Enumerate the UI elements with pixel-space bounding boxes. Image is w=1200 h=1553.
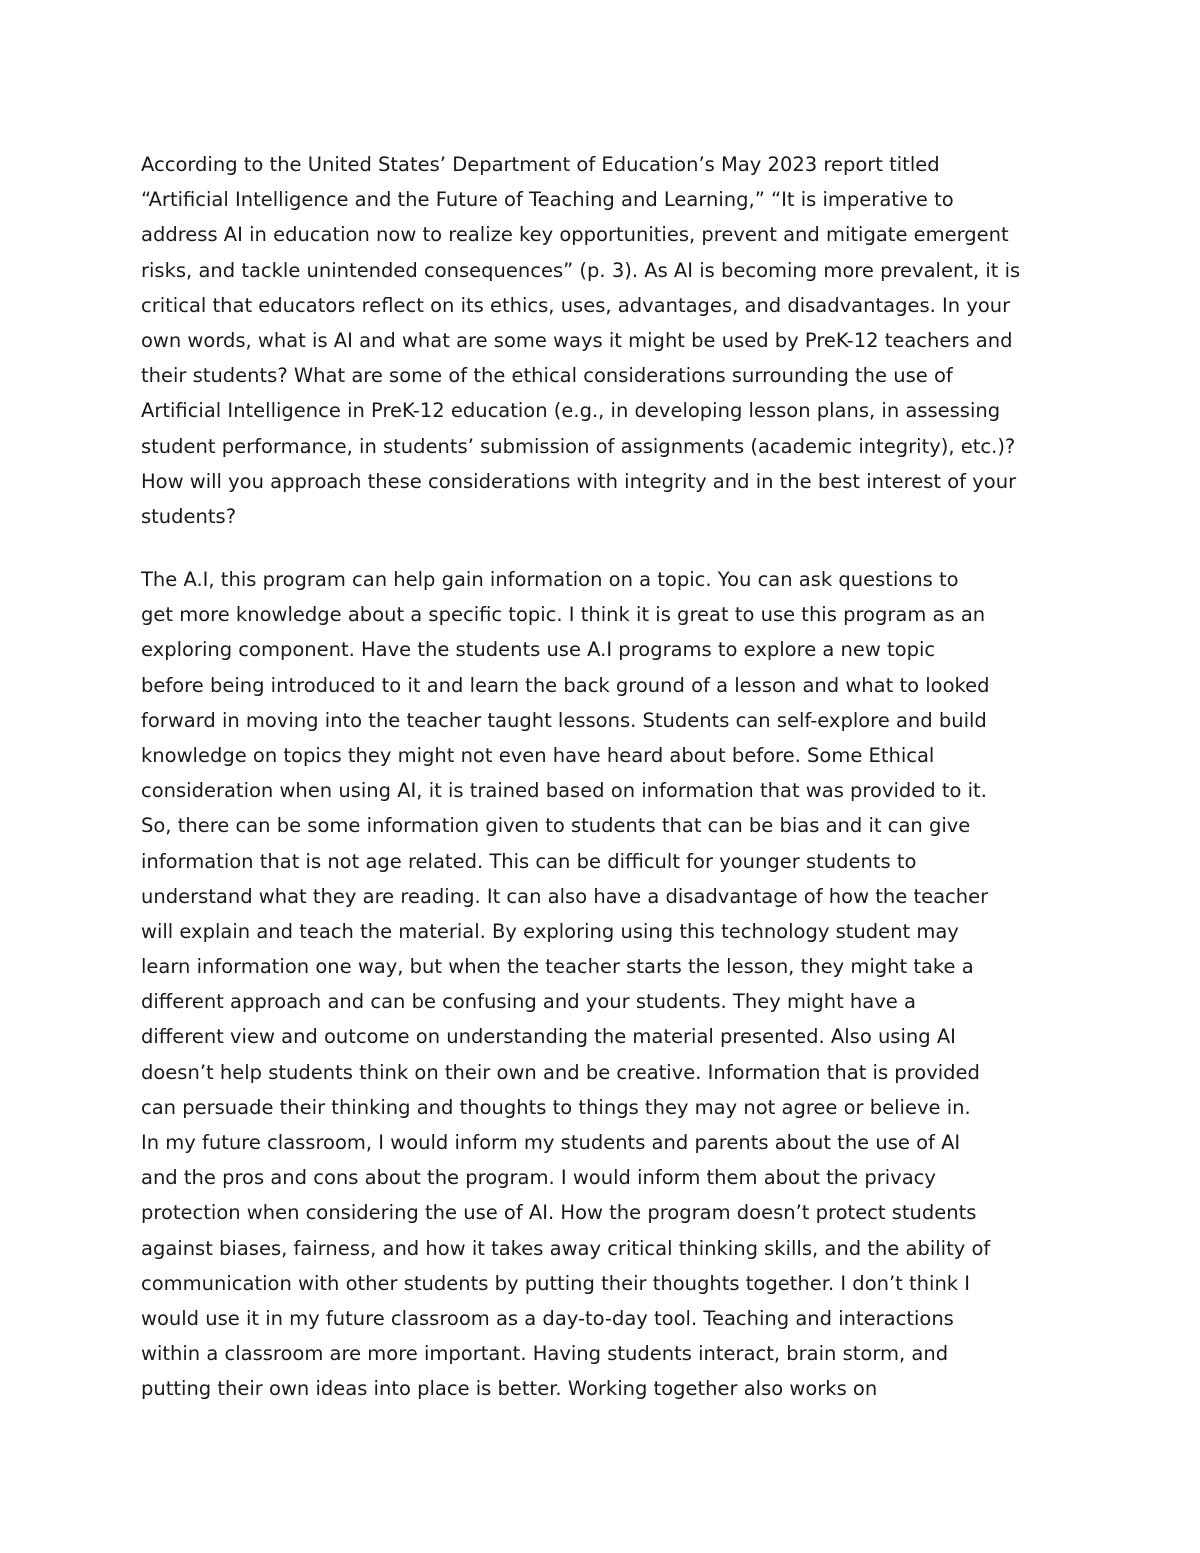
response-line: different view and outcome on understanding the material presented. Also using AI [141,1025,956,1049]
response-line: forward in moving into the teacher taught lessons. Students can self-explore and build [141,708,987,732]
response-line: different approach and can be confusing and your students. They might have a [141,990,916,1014]
prompt-line: According to the United States’ Department of Education’s May 2023 report titled [141,153,940,176]
prompt-line: students? [141,504,237,528]
prompt-line: critical that educators reflect on its ethics, uses, advantages, and disadvantages. In your [141,293,1011,317]
response-line: So, there can be some information given to students that can be bias and it can give [141,814,971,838]
response-line: within a classroom are more important. Having students interact, brain storm, and [141,1342,949,1366]
response-line: exploring component. Have the students use A.I programs to explore a new topic [141,638,936,662]
response-line: before being introduced to it and learn the back ground of a lesson and what to looked [141,673,990,697]
response-line: knowledge on topics they might not even have heard about before. Some Ethical [141,743,935,767]
prompt-line: student performance, in students’ submission of assignments (academic integrity), etc.)? [141,434,1016,458]
prompt-line: own words, what is AI and what are some ways it might be used by PreK-12 teachers and [141,328,1013,352]
response-line: communication with other students by putting their thoughts together. I don’t think I [141,1271,971,1295]
response-line: The A.I, this program can help gain information on a topic. You can ask questions to [141,568,959,591]
response-line: and the pros and cons about the program. I would inform them about the privacy [141,1166,936,1190]
response-line: consideration when using AI, it is trained based on information that was provided to it. [141,779,987,803]
prompt-line: address AI in education now to realize key opportunities, prevent and mitigate emergent [141,223,1009,247]
prompt-line: their students? What are some of the ethical considerations surrounding the use of [141,364,953,388]
prompt-line: risks, and tackle unintended consequences” (p. 3). As AI is becoming more prevalent, it is [141,258,1021,282]
response-line: putting their own ideas into place is better. Working together also works on [141,1377,878,1401]
response-line: doesn’t help students think on their own and be creative. Information that is provided [141,1060,980,1084]
response-paragraph [141,562,1071,1407]
response-line: get more knowledge about a specific topic. I think it is great to use this program as an [141,603,986,627]
prompt-paragraph [141,147,1071,534]
response-line: would use it in my future classroom as a day-to-day tool. Teaching and interactions [141,1306,954,1330]
response-line: can persuade their thinking and thoughts to things they may not agree or believe in. [141,1095,971,1119]
response-line: learn information one way, but when the teacher starts the lesson, they might take a [141,955,974,979]
response-line: will explain and teach the material. By exploring using this technology student may [141,919,959,943]
prompt-line: “Artificial Intelligence and the Future of Teaching and Learning,” “It is imperative to [141,188,954,212]
response-line: protection when considering the use of AI. How the program doesn’t protect students [141,1201,977,1225]
response-line: information that is not age related. This can be difficult for younger students to [141,849,917,873]
response-line: against biases, fairness, and how it takes away critical thinking skills, and the ability of [141,1236,991,1260]
response-line: In my future classroom, I would inform my students and parents about the use of AI [141,1131,961,1154]
response-line: understand what they are reading. It can also have a disadvantage of how the teacher [141,884,989,908]
prompt-line: Artificial Intelligence in PreK-12 education (e.g., in developing lesson plans, in assessing [141,399,1001,423]
prompt-line: How will you approach these considerations with integrity and in the best interest of your [141,469,1017,493]
